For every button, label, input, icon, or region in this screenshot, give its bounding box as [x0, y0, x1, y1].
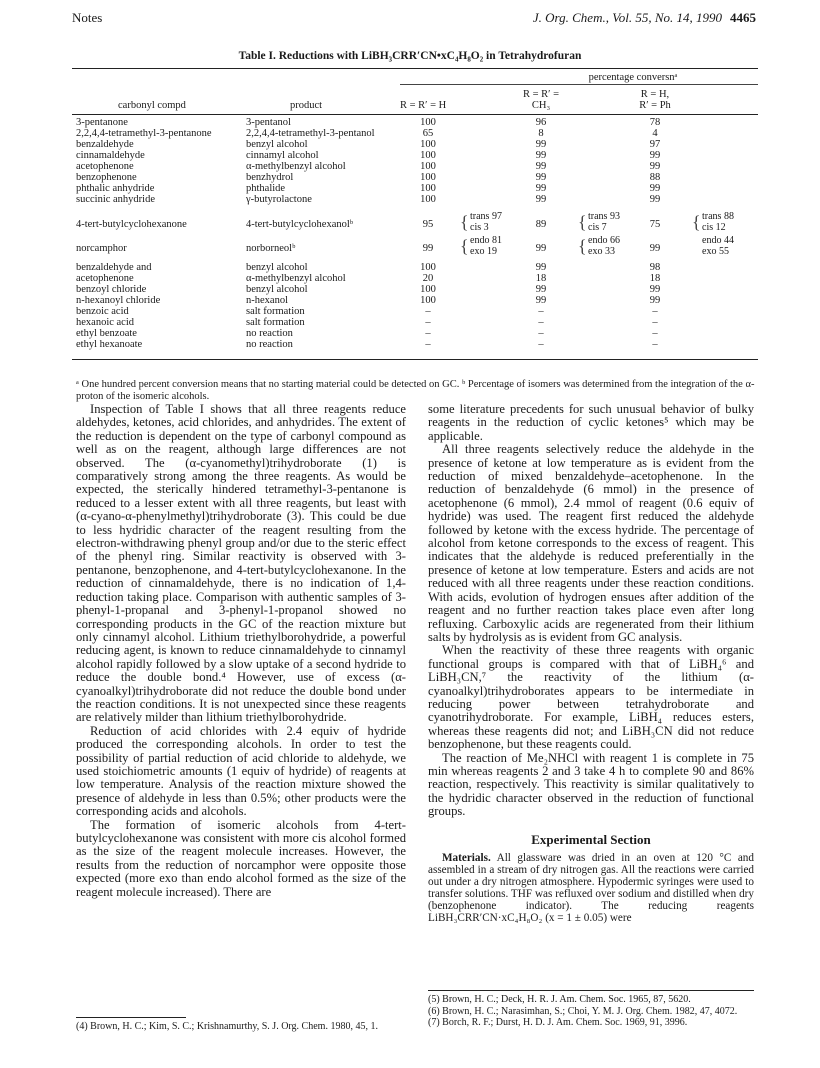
table-header-rule [72, 114, 758, 115]
cell-v1: 100 [420, 194, 436, 205]
cell-v2: – [538, 317, 544, 328]
cell-v3: 75 [649, 219, 661, 230]
isomer-a: endo 81 [470, 235, 502, 246]
isomer-b: cis 3 [470, 222, 489, 233]
cell-compd: hexanoic acid [76, 317, 135, 328]
isomer-b: exo 33 [588, 246, 615, 257]
col-header-ch3-bot: CH₃ [531, 100, 551, 111]
cell-product: 2,2,4,4-tetramethyl-3-pentanol [246, 128, 375, 139]
cell-v2: 8 [538, 128, 544, 139]
cell-product: salt formation [246, 306, 305, 317]
brace-icon: { [578, 212, 587, 232]
cell-v1: – [425, 328, 431, 339]
cell-v2: 99 [535, 295, 547, 306]
cell-compd: succinic anhydride [76, 194, 156, 205]
materials-heading: Materials. [442, 852, 491, 864]
cell-v1: – [425, 317, 431, 328]
cell-product: benzhydrol [246, 172, 294, 183]
cell-product: 3-pentanol [246, 117, 291, 128]
col-header-ph-bot: R′ = Ph [639, 100, 671, 111]
cell-compd: cinnamaldehyde [76, 150, 145, 161]
materials-paragraph [428, 852, 754, 924]
cell-compd: ethyl hexanoate [76, 339, 143, 350]
isomer-a: trans 93 [588, 211, 620, 222]
col-header-h: R = R′ = H [400, 100, 447, 111]
cell-v3: 99 [649, 295, 661, 306]
running-header [72, 10, 756, 30]
cell-v3: 88 [649, 172, 661, 183]
cell-v2: 99 [535, 150, 547, 161]
cell-v3: – [652, 306, 658, 317]
cell-v3: 18 [649, 273, 661, 284]
cell-product: no reaction [246, 339, 293, 350]
cell-v3: 4 [652, 128, 658, 139]
journal-name: J. Org. Chem., Vol. 55, No. 14, 1990 [532, 10, 722, 25]
cell-v1: – [425, 306, 431, 317]
paragraph: The reaction of Me₂NHCl with reagent 1 is complete in 75 min whereas reagents 2 and 3 take 4 h to complete 90 and 86% reaction, respectively. This reactivity is similar qualitatively to the hydridic character observed in the reduction of functional groups. [428, 750, 754, 819]
cell-v3: 97 [649, 139, 661, 150]
section-heading: Experimental Section [531, 831, 651, 847]
reference-7: (7) Borch, R. F.; Durst, H. D. J. Am. Chem. Soc. 1969, 91, 3996. [428, 1017, 688, 1028]
cell-v2: 99 [535, 172, 547, 183]
col-header-carbonyl: carbonyl compd [118, 100, 186, 111]
cell-compd: benzaldehyde [76, 139, 134, 150]
cell-v3: 98 [649, 262, 661, 273]
page-number: 4465 [730, 10, 756, 25]
span-header: percentage conversnᵃ [588, 72, 678, 83]
cell-v1: 20 [422, 273, 434, 284]
materials-text: All glassware was dried in an oven at 120 °C and assembled in a stream of dry nitrogen gas. All the reactions were carried out under a dry nitrogen atmosphere. Hypodermic syringes were used to transfer solutions. THF was refluxed over sodium and distilled when dry (benzophenone indicator). The reducing reagents LiBH₃CRR′CN·xC₄H₈O₂ (x = 1 ± 0.05) were [428, 852, 754, 924]
cell-compd: phthalic anhydride [76, 183, 155, 194]
cell-product: α-methylbenzyl alcohol [246, 161, 346, 172]
cell-v3: 99 [649, 284, 661, 295]
cell-compd: benzoyl chloride [76, 284, 147, 295]
cell-v2: – [538, 339, 544, 350]
cell-compd: benzoic acid [76, 306, 129, 317]
cell-v1: 100 [420, 161, 436, 172]
cell-v1: 100 [420, 150, 436, 161]
cell-compd: benzaldehyde and [76, 262, 152, 273]
cell-v2: 89 [535, 219, 547, 230]
cell-product: phthalide [246, 183, 286, 194]
cell-v3: 99 [649, 150, 661, 161]
cell-v1: – [425, 339, 431, 350]
cell-v3: – [652, 328, 658, 339]
cell-product: cinnamyl alcohol [246, 150, 319, 161]
cell-v2: 99 [535, 161, 547, 172]
isomer-b: cis 7 [588, 222, 607, 233]
cell-v2: 99 [535, 139, 547, 150]
table-caption: Table I. Reductions with LiBH₃CRR′CN•xC₄H₈O₂ in Tetrahydrofuran [238, 50, 582, 62]
cell-v3: – [652, 317, 658, 328]
reference-5: (5) Brown, H. C.; Deck, H. R. J. Am. Chem. Soc. 1965, 87, 5620. [428, 994, 691, 1005]
cell-product: benzyl alcohol [246, 262, 308, 273]
cell-v1: 99 [422, 243, 434, 254]
cell-product: norborneolᵇ [246, 243, 296, 254]
cell-v2: 99 [535, 194, 547, 205]
cell-v3: 78 [649, 117, 661, 128]
cell-compd: 3-pentanone [76, 117, 128, 128]
cell-compd: acetophenone [76, 273, 134, 284]
table-bottom-rule [72, 359, 758, 360]
isomer-a: endo 44 [702, 235, 734, 246]
right-column [428, 403, 754, 924]
cell-v1: 95 [422, 219, 434, 230]
cell-v1: 100 [420, 183, 436, 194]
cell-v1: 65 [422, 128, 434, 139]
cell-v2: 99 [535, 243, 547, 254]
paragraph: some literature precedents for such unusual behavior of bulky reagents in the reduction of cyclic ketones⁵ which may be applicable. [428, 402, 754, 443]
cell-product: salt formation [246, 317, 305, 328]
cell-compd: 4-tert-butylcyclohexanone [76, 219, 187, 230]
cell-v1: 100 [420, 117, 436, 128]
brace-icon: { [578, 236, 587, 256]
references-right [428, 994, 754, 1029]
span-rule [400, 84, 758, 85]
cell-compd: norcamphor [76, 243, 127, 254]
cell-v3: 99 [649, 183, 661, 194]
paragraph: The formation of isomeric alcohols from 4-tert-butylcyclohexanone was consistent with more cis alcohol formed as the size of the reagent molecule increases. However, the results from the reduction of norcamphor were opposite those expected (more exo than endo alcohol formed as the size of the reagent molecule increased). There are [76, 817, 406, 899]
col-header-product: product [290, 100, 323, 111]
brace-icon: { [460, 212, 469, 232]
paragraph: All three reagents selectively reduce the aldehyde in the presence of ketone at low temperature as is evident from the reduction of mixed benzaldehyde–acetophenone. In the reduction of benzaldehyde (6 mmol) in the presence of acetophenone (6 mmol), 2.4 mmol of reagent (0.6 equiv of hydride) was used. The reagent first reduced the aldehyde followed by ketone with the excess hydride. The percentage of alcohol from ketone corresponds to the excess of reagent. This indicates that the aldehyde is reduced preferentially in the presence of ketone at low temperature. Esters and acids are not reduced with all three reagents under these reaction conditions. With acids, evolution of hydrogen ensues after addition of the reagent and no further reaction takes place even after long refluxing. Carboxylic acids are regenerated from their lithium salts by hydrolysis as is evident from GC analysis. [428, 442, 754, 644]
isomer-b: exo 19 [470, 246, 497, 257]
cell-v2: 96 [535, 117, 547, 128]
reference-4: (4) Brown, H. C.; Kim, S. C.; Krishnamurthy, S. J. Org. Chem. 1980, 45, 1. [76, 1021, 378, 1032]
cell-v2: 99 [535, 183, 547, 194]
isomer-b: exo 55 [702, 246, 729, 257]
footnote-rule [76, 1017, 186, 1018]
paragraph: When the reactivity of these three reagents with organic functional groups is compared with that of LiBH₄⁶ and LiBH₃CN,⁷ the reactivity of the lithium (α-cyanoalkyl)trihydroborates appears to be intermediate in reducing power between tetrahydroborate and cyanotrihydroborate. For example, LiBH₄ reduces esters, whereas these reagents did not; and LiBH₃CN did not reduce benzophenone, but these reagents could. [428, 643, 754, 752]
cell-v3: 99 [649, 194, 661, 205]
cell-product: γ-butyrolactone [246, 194, 312, 205]
cell-product: α-methylbenzyl alcohol [246, 273, 346, 284]
isomer-a: trans 97 [470, 211, 502, 222]
col-header-ch3-top: R = R′ = [522, 89, 560, 100]
cell-v1: 100 [420, 262, 436, 273]
cell-v2: 18 [535, 273, 547, 284]
brace-icon: { [692, 212, 701, 232]
cell-product: 4-tert-butylcyclohexanolᵇ [246, 219, 354, 230]
cell-v1: 100 [420, 295, 436, 306]
table-top-rule [72, 68, 758, 69]
isomer-b: cis 12 [702, 222, 726, 233]
cell-v3: 99 [649, 243, 661, 254]
cell-v2: – [538, 328, 544, 339]
left-column [76, 403, 406, 899]
cell-v2: – [538, 306, 544, 317]
footnote-rule-right [428, 990, 754, 991]
brace-icon: { [460, 236, 469, 256]
cell-product: benzyl alcohol [246, 284, 308, 295]
cell-compd: acetophenone [76, 161, 134, 172]
cell-v3: 99 [649, 161, 661, 172]
cell-compd: 2,2,4,4-tetramethyl-3-pentanone [76, 128, 212, 139]
cell-v2: 99 [535, 262, 547, 273]
isomer-a: trans 88 [702, 211, 734, 222]
cell-v2: 99 [535, 284, 547, 295]
cell-compd: ethyl benzoate [76, 328, 137, 339]
paragraph: Inspection of Table I shows that all three reagents reduce aldehydes, ketones, acid chlorides, and anhydrides. The extent of the reduction is dependent on the type of carbonyl compound as well as on the reagent, although large differences are not observed. The (α-cyanomethyl)trihydroborate (1) is comparatively strong among the three reagents. As would be expected, the sterically hindered tetramethyl-3-pentanone is reduced to a lesser extent with all three reagents, but least with (α-cyano-α-phenylmethyl)trihydroborate (3). This could be due to less hydridic character of the reagent resulting from the electron-withdrawing phenyl group and/or due to the steric effect of the phenyl ring. Similar reactivity is observed with 3-pentanone, benzophenone, and 4-tert-butylcyclohexanone. In the reduction of cinnamaldehyde, there is no indication of 1,4-reduction taking place. Comparison with authentic samples of 3-phenyl-1-propanal and 3-phenyl-1-propanol showed no corresponding products in the GC of the reaction mixture but only cinnamyl alcohol. Lithium triethylborohydride, a powerful reducing agent, is known to reduce cinnamaldehyde to cinnamyl alcohol rapidly followed by a slow uptake of a second hydride to reduce the double bond.⁴ However, use of excess (α-cyanoalkyl)trihydroborate did not reduce the double bond under the reaction conditions. It is not unexpected since these reagents are relatively milder than lithium triethylborohydride. [76, 402, 406, 725]
cell-product: n-hexanol [246, 295, 288, 306]
cell-v1: 100 [420, 172, 436, 183]
cell-v1: 100 [420, 284, 436, 295]
table-footnote: ᵃ One hundred percent conversion means that no starting material could be detected on GC. ᵇ Percentage of isomers was determined from the integration of the α-proton of the isomeric alcohols. [76, 379, 755, 402]
journal-citation [533, 10, 756, 26]
paragraph: Reduction of acid chlorides with 2.4 equiv of hydride produced the corresponding alcohols. In order to test the possibility of partial reduction of acid chloride to aldehyde, we used stoichiometric amounts (1 equiv of hydride) of reagents at low temperature. Analysis of the reaction mixture showed the presence of aldehyde in less than 0.5%; other products were the corresponding acids and alcohols. [76, 723, 406, 819]
col-header-ph-top: R = H, [640, 89, 670, 100]
cell-compd: benzophenone [76, 172, 137, 183]
cell-compd: n-hexanoyl chloride [76, 295, 161, 306]
cell-product: benzyl alcohol [246, 139, 308, 150]
cell-product: no reaction [246, 328, 293, 339]
cell-v3: – [652, 339, 658, 350]
section-label: Notes [72, 10, 103, 25]
isomer-a: endo 66 [588, 235, 620, 246]
reference-6: (6) Brown, H. C.; Narasimhan, S.; Choi, Y. M. J. Org. Chem. 1982, 47, 4072. [428, 1005, 738, 1017]
cell-v1: 100 [420, 139, 436, 150]
